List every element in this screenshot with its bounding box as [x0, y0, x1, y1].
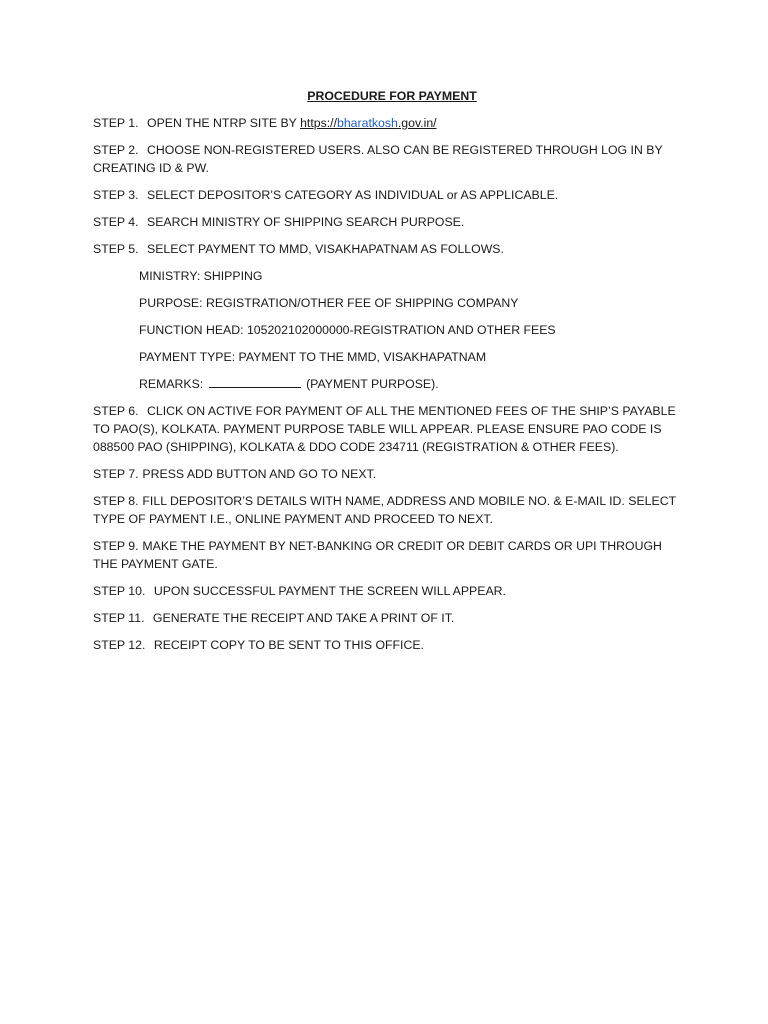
- step-11-label: STEP 11.: [93, 611, 145, 625]
- step-10-label: STEP 10.: [93, 584, 146, 598]
- step-6: [93, 402, 683, 456]
- document-title: PROCEDURE FOR PAYMENT: [307, 89, 477, 103]
- remarks-label: REMARKS:: [139, 377, 204, 391]
- step-2-text: CHOOSE NON-REGISTERED USERS. ALSO CAN BE REGISTERED THROUGH LOG IN BY CREATING ID & PW.: [93, 143, 663, 175]
- step-9-text: MAKE THE PAYMENT BY NET-BANKING OR CREDIT OR DEBIT CARDS OR UPI THROUGH THE PAYMENT GATE.: [93, 539, 662, 571]
- step-12: [93, 636, 683, 654]
- step-7-label: STEP 7.: [93, 467, 139, 481]
- step-12-text: RECEIPT COPY TO BE SENT TO THIS OFFICE.: [153, 638, 424, 652]
- step-3-label: STEP 3.: [93, 188, 139, 202]
- step-1-label: STEP 1.: [93, 116, 139, 130]
- step-5-remarks: [139, 375, 683, 393]
- step-4: [93, 213, 683, 231]
- remarks-blank-line: [209, 375, 301, 388]
- step-11: [93, 609, 683, 627]
- step-6-text: CLICK ON ACTIVE FOR PAYMENT OF ALL THE MENTIONED FEES OF THE SHIP’S PAYABLE TO PAO(S), KOLKATA. PAYMENT PURPOSE TABLE WILL APPEAR. PLEASE ENSURE PAO CODE IS 088500 PAO (SHIPPING), KOLKATA & DDO CODE 234711 (REGISTRATION & OTHER FEES).: [93, 404, 676, 454]
- step-5-ministry: MINISTRY: SHIPPING: [139, 269, 263, 283]
- remarks-suffix: (PAYMENT PURPOSE).: [306, 377, 439, 391]
- step-5-label: STEP 5.: [93, 242, 139, 256]
- step-5-function-head: FUNCTION HEAD: 105202102000000-REGISTRATION AND OTHER FEES: [139, 323, 556, 337]
- step-5-text: SELECT PAYMENT TO MMD, VISAKHAPATNAM AS FOLLOWS.: [147, 242, 504, 256]
- step-4-text: SEARCH MINISTRY OF SHIPPING SEARCH PURPOSE.: [147, 215, 465, 229]
- step-1: [93, 114, 683, 132]
- step-5: [93, 240, 683, 258]
- step-7-text: PRESS ADD BUTTON AND GO TO NEXT.: [142, 467, 377, 481]
- step-2: [93, 141, 683, 177]
- document-page: [93, 87, 683, 663]
- step-6-label: STEP 6.: [93, 404, 139, 418]
- link-suffix: .gov.in/: [397, 116, 437, 130]
- step-8-label: STEP 8.: [93, 494, 139, 508]
- link-prefix: https://: [300, 116, 337, 130]
- step-8: [93, 492, 683, 528]
- step-3-text: SELECT DEPOSITOR’S CATEGORY AS INDIVIDUAL or AS APPLICABLE.: [147, 188, 559, 202]
- step-7: [93, 465, 683, 483]
- bharatkosh-link[interactable]: [300, 116, 437, 130]
- step-9: [93, 537, 683, 573]
- step-10: [93, 582, 683, 600]
- step-11-text: GENERATE THE RECEIPT AND TAKE A PRINT OF IT.: [152, 611, 455, 625]
- step-1-text: OPEN THE NTRP SITE BY: [147, 116, 297, 130]
- link-domain: bharatkosh: [337, 116, 398, 130]
- step-5-payment-type: PAYMENT TYPE: PAYMENT TO THE MMD, VISAKHAPATNAM: [139, 350, 487, 364]
- step-3: [93, 186, 683, 204]
- step-9-label: STEP 9.: [93, 539, 139, 553]
- step-2-label: STEP 2.: [93, 143, 139, 157]
- step-8-text: FILL DEPOSITOR’S DETAILS WITH NAME, ADDRESS AND MOBILE NO. & E-MAIL ID. SELECT TYPE OF PAYMENT I.E., ONLINE PAYMENT AND PROCEED TO NEXT.: [93, 494, 676, 526]
- step-12-label: STEP 12.: [93, 638, 146, 652]
- step-5-purpose: PURPOSE: REGISTRATION/OTHER FEE OF SHIPPING COMPANY: [139, 296, 519, 310]
- step-10-text: UPON SUCCESSFUL PAYMENT THE SCREEN WILL APPEAR.: [153, 584, 506, 598]
- step-4-label: STEP 4.: [93, 215, 139, 229]
